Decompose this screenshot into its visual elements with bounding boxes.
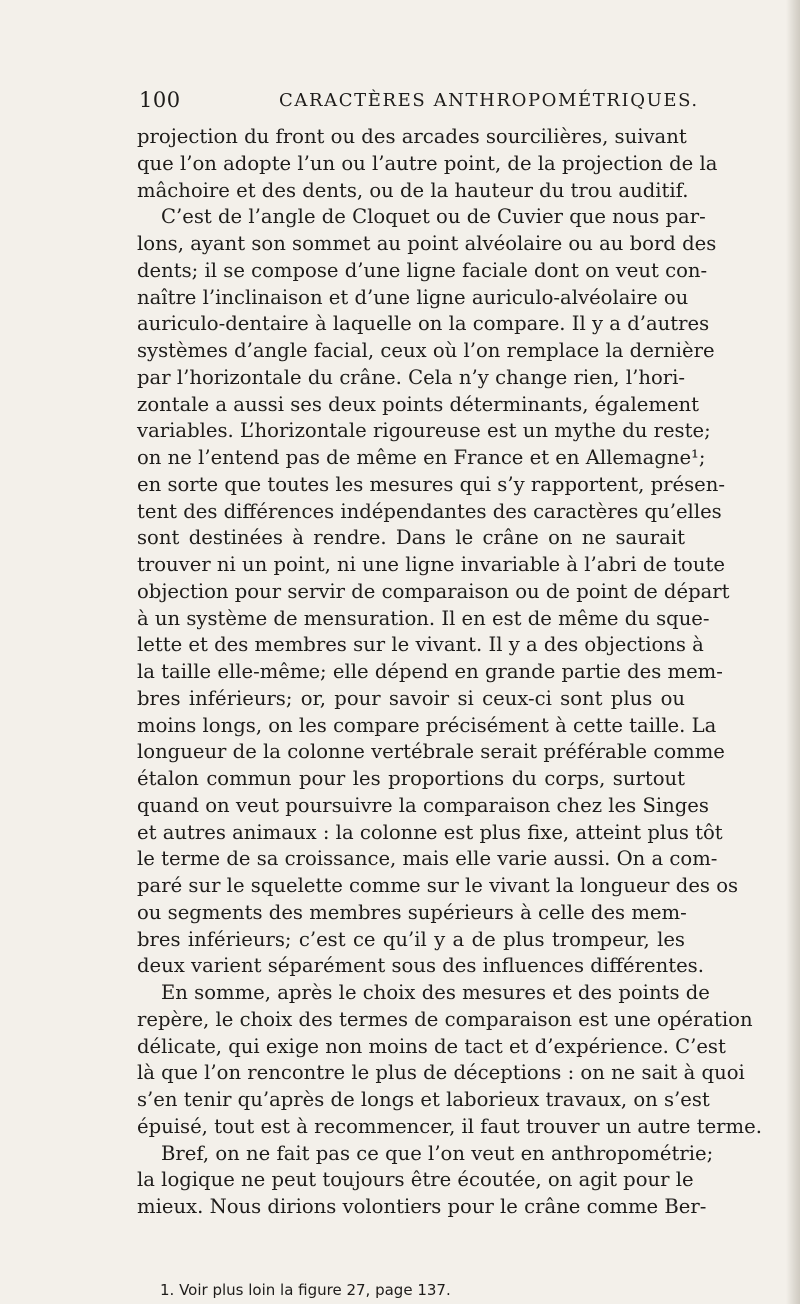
text-line: systèmes d’angle facial, ceux où l’on remplace la dernière <box>137 339 715 362</box>
text-line: projection du front ou des arcades sourcilières, suivant <box>137 125 687 148</box>
text-line: que l’on adopte l’un ou l’autre point, de la projection de la <box>137 151 718 175</box>
text-line: et autres animaux : la colonne est plus fixe, atteint plus tôt <box>137 820 723 844</box>
text-line: en sorte que toutes les mesures qui s’y rapportent, présen- <box>137 472 725 496</box>
text-line: la taille elle-même; elle dépend en grande partie des mem- <box>137 660 723 683</box>
text-line: zontale a aussi ses deux points déterminants, également <box>137 392 700 416</box>
text-line: délicate, qui exige non moins de tact et d’expérience. C’est <box>137 1034 726 1058</box>
running-title: CARACTÈRES ANTHROPOMÉTRIQUES. <box>279 90 699 111</box>
text-line: moins longs, on les compare précisément à cette taille. La <box>137 713 717 737</box>
text-line: repère, le choix des termes de comparaison est une opération <box>137 1007 753 1031</box>
text-line: C’est de l’angle de Cloquet ou de Cuvier que nous par- <box>161 205 706 229</box>
text-line: ou segments des membres supérieurs à celle des mem- <box>137 900 687 924</box>
page-number: 100 <box>139 88 181 112</box>
text-line: objection pour servir de comparaison ou de point de départ <box>137 579 730 603</box>
text-line: bres inférieurs; or, pour savoir si ceux-ci sont plus ou <box>137 686 685 710</box>
page-edge-shadow <box>786 0 800 1304</box>
text-line: lons, ayant son sommet au point alvéolaire ou au bord des <box>137 232 717 255</box>
text-line: Bref, on ne fait pas ce que l’on veut en anthropométrie; <box>161 1141 714 1165</box>
text-line: on ne l’entend pas de même en France et en Allemagne¹; <box>137 446 706 469</box>
text-line: longueur de la colonne vertébrale serait préférable comme <box>137 740 725 764</box>
text-line: mieux. Nous dirions volontiers pour le crâne comme Ber- <box>137 1195 707 1218</box>
text-line: sont destinées à rendre. Dans le crâne on ne saurait <box>137 526 685 550</box>
text-line: variables. L’horizontale rigoureuse est un mythe du reste; <box>137 419 711 443</box>
text-line: naître l’inclinaison et d’une ligne auriculo-alvéolaire ou <box>137 285 689 309</box>
text-line: En somme, après le choix des mesures et des points de <box>161 981 710 1004</box>
text-line: le terme de sa croissance, mais elle varie aussi. On a com- <box>137 847 718 871</box>
text-line: à un système de mensuration. Il en est de même du sque- <box>137 606 710 630</box>
text-line: bres inférieurs; c’est ce qu’il y a de plus trompeur, les <box>137 927 685 951</box>
text-line: par l’horizontale du crâne. Cela n’y change rien, l’hori- <box>137 365 685 389</box>
text-line: tent des différences indépendantes des caractères qu’elles <box>137 499 722 523</box>
text-line: lette et des membres sur le vivant. Il y a des objections à <box>137 633 704 657</box>
text-line: quand on veut poursuivre la comparaison chez les Singes <box>137 793 709 817</box>
text-line: deux varient séparément sous des influences différentes. <box>137 954 704 978</box>
footnote: 1. Voir plus loin la figure 27, page 137. <box>160 1281 451 1299</box>
text-line: paré sur le squelette comme sur le vivant la longueur des os <box>137 874 739 897</box>
text-line: s’en tenir qu’après de longs et laborieux travaux, on s’est <box>137 1088 710 1111</box>
page-header <box>139 82 699 122</box>
text-line: étalon commun pour les proportions du corps, surtout <box>137 767 685 790</box>
text-line: épuisé, tout est à recommencer, il faut trouver un autre terme. <box>137 1114 762 1138</box>
text-line: auriculo-dentaire à laquelle on la compare. Il y a d’autres <box>137 312 710 336</box>
text-line: la logique ne peut toujours être écoutée, on agit pour le <box>137 1168 694 1192</box>
text-line: là que l’on rencontre le plus de déceptions : on ne sait à quoi <box>137 1061 745 1085</box>
text-line: trouver ni un point, ni une ligne invariable à l’abri de toute <box>137 553 725 576</box>
body-text <box>137 124 762 1221</box>
text-line: mâchoire et des dents, ou de la hauteur du trou auditif. <box>137 178 689 202</box>
text-line: dents; il se compose d’une ligne faciale dont on veut con- <box>137 258 708 282</box>
